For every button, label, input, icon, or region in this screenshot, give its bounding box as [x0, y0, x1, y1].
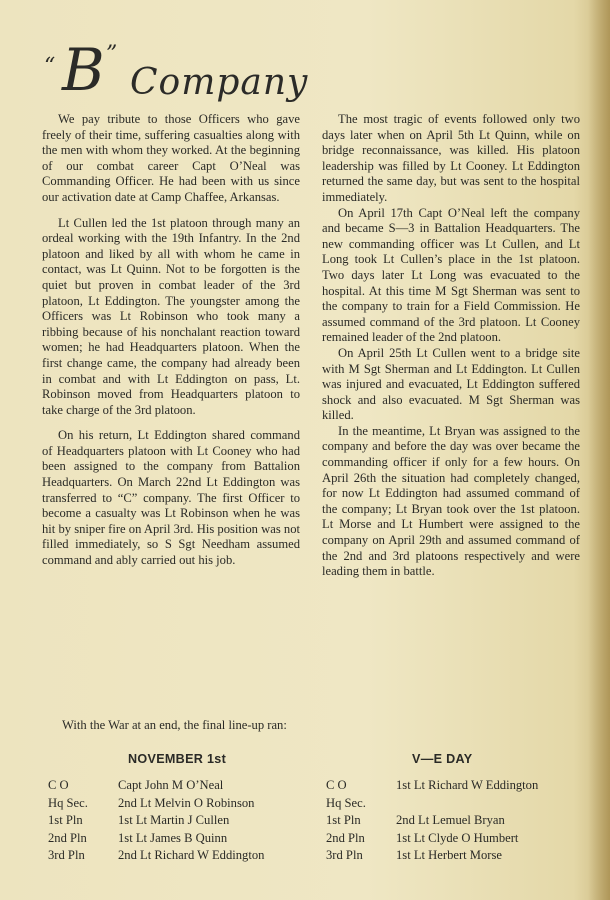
roster-name: 1st Lt James B Quinn: [118, 830, 228, 845]
roster-name: 1st Lt Clyde O Humbert: [396, 830, 519, 845]
roster-row: [48, 812, 264, 830]
paragraph: Lt Cullen led the 1st platoon through many an ordeal working with the 19th Infantry. In the 2nd platoon and liked by all with whom he came in contact, was Lt Quinn. Not to be forgotten is the quiet but proven in combat leader of the 3rd platoon, Lt Eddington. The youngster among the Officers was Lt Robinson who took many a ribbing because of his nonchalant reaction toward women; he had Headquarters platoon. When the first change came, the company had already been in combat and with Lt Eddington on pass, Lt. Robinson moved from Headquarters platoon to take charge of the 3rd platoon.: [42, 215, 300, 417]
roster-unit: C O: [326, 778, 347, 792]
binding-edge: [588, 0, 610, 900]
roster-unit: 3rd Pln: [48, 848, 85, 863]
roster-row: [48, 795, 264, 813]
november-roster: [48, 777, 264, 865]
roster-name: 2nd Lt Melvin O Robinson: [118, 795, 255, 810]
roster-unit: 3rd Pln: [326, 848, 363, 863]
lineup-intro: With the War at an end, the final line-up ran:: [62, 718, 287, 732]
ve-day-roster: [326, 777, 538, 865]
roster-row: [326, 777, 538, 795]
paragraph: On April 17th Capt O’Neal left the company and became S—3 in Battalion Headquarters. The new commanding officer was Lt Cullen, and Lt Long took Lt Cullen’s place in the 1st platoon. Two days later Lt Long was evacuated to the hospital. At this time M Sgt Sherman was sent to the company to train for a Field Commission. He assumed command of the 3rd platoon. Lt Cooney remained leader of the 2nd platoon.: [322, 205, 580, 345]
paragraph: On his return, Lt Eddington shared command of Headquarters platoon with Lt Cooney who had been assigned to the company from Battalion Headquarters. On March 22nd Lt Eddington was transferred to “C” company. The first Officer to become a casualty was Lt Robinson when he was hit by sniper fire on April 3rd. His position was not filled immediately, so S Sgt Needham assumed command and ably carried out his job.: [42, 428, 300, 568]
roster-unit: 2nd Pln: [326, 830, 365, 845]
heading-close-quote: ”: [106, 42, 118, 67]
roster-unit: 2nd Pln: [48, 830, 87, 845]
roster-name: 1st Lt Martin J Cullen: [118, 813, 230, 828]
right-column: [322, 112, 580, 580]
page-heading: [44, 36, 309, 112]
roster-row: [326, 830, 538, 848]
roster-row: [326, 795, 538, 813]
paragraph: We pay tribute to those Officers who gave freely of their time, suffering casualties along with the men with whom they worked. At the beginning of our combat career Capt O’Neal was Commanding Officer. He had been with us since our activation date at Camp Chaffee, Arkansas.: [42, 112, 300, 204]
roster-name: 1st Lt Herbert Morse: [396, 848, 502, 863]
paragraph: The most tragic of events followed only two days later when on April 5th Lt Quinn, while on bridge reconnaissance, was killed. His platoon leadership was filled by Lt Cooney. Lt Eddington returned the same day, but was sent to the hospital immediately.: [322, 112, 580, 204]
roster-unit: Hq Sec.: [48, 795, 88, 810]
roster-row: [326, 812, 538, 830]
roster-row: [326, 847, 538, 865]
ve-day-heading: V—E DAY: [412, 752, 473, 766]
roster-row: [48, 777, 264, 795]
heading-letter: B: [62, 36, 105, 104]
roster-row: [48, 830, 264, 848]
roster-unit: 1st Pln: [48, 813, 83, 828]
roster-name: 1st Lt Richard W Eddington: [396, 778, 539, 792]
roster-name: 2nd Lt Lemuel Bryan: [396, 813, 505, 828]
paragraph: On April 25th Lt Cullen went to a bridge site with M Sgt Sherman and Lt Eddington. Lt Cullen was injured and evacuated, Lt Eddington suffered shock and also evacuated. M Sgt Sherman was killed.: [322, 345, 580, 423]
roster-unit: 1st Pln: [326, 813, 361, 828]
left-column: [42, 112, 300, 579]
november-heading: NOVEMBER 1st: [128, 752, 227, 766]
paragraph: In the meantime, Lt Bryan was assigned to the company and before the day was over became the commanding officer if only for a few hours. On April 26th the situation had completely changed, for now Lt Eddington had assumed command of the company; Lt Bryan took over the 1st platoon. Lt Morse and Lt Humbert were assigned to the company on April 29th and assumed command of the 2nd and 3rd platoons respectively and were leading them in battle.: [322, 423, 580, 579]
roster-row: [48, 847, 264, 865]
roster-name: 2nd Lt Richard W Eddington: [118, 848, 265, 863]
heading-open-quote: “: [44, 54, 56, 79]
roster-name: Capt John M O’Neal: [118, 778, 224, 792]
roster-unit: Hq Sec.: [326, 795, 366, 810]
roster-unit: C O: [48, 778, 69, 792]
heading-word: Company: [130, 62, 309, 103]
